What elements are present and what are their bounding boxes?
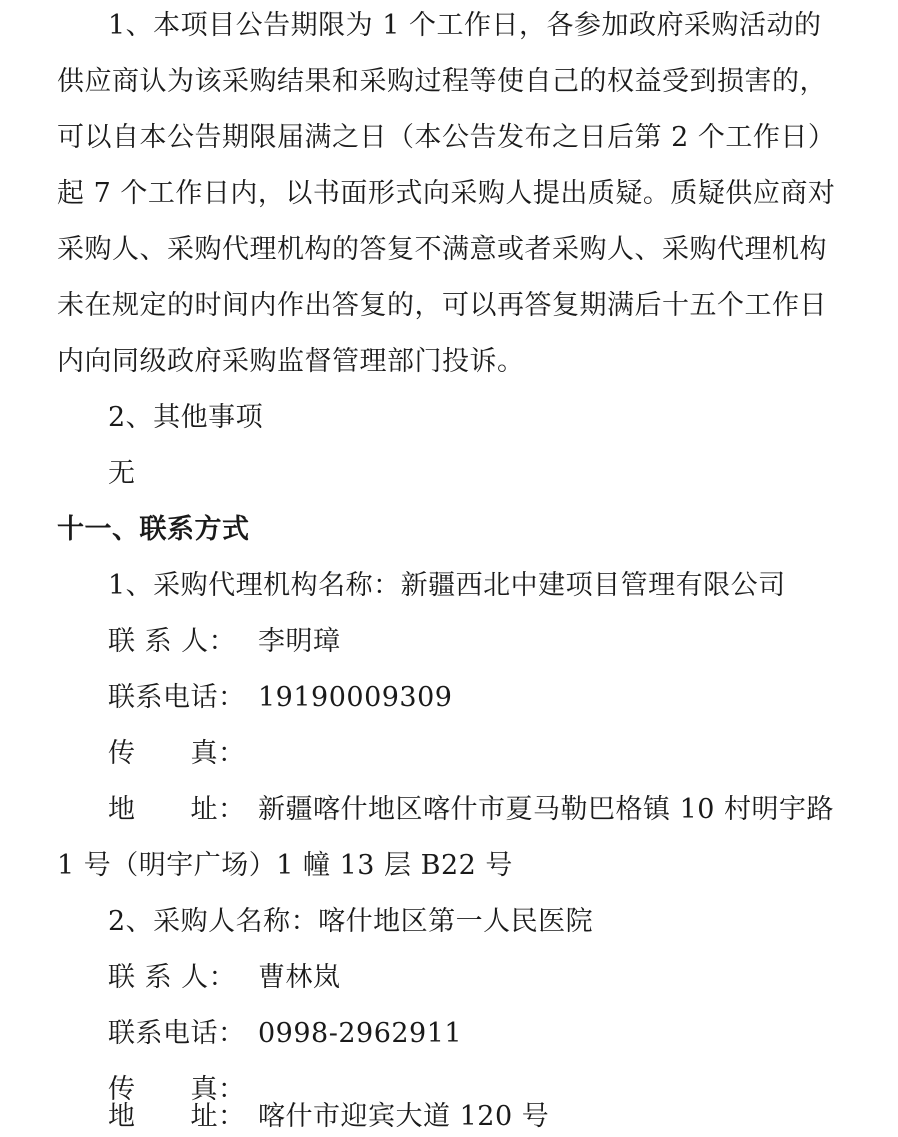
contact-label: 联 系 人： — [108, 626, 237, 657]
phone-value: 19190009309 — [258, 682, 453, 713]
paragraph-line: 起 7 个工作日内，以书面形式向采购人提出质疑。质疑供应商对 — [57, 178, 836, 209]
section-heading: 十一、联系方式 — [57, 514, 250, 545]
address-value: 新疆喀什地区喀什市夏马勒巴格镇 10 村明宇路 — [258, 794, 835, 825]
phone-label: 联系电话： — [108, 682, 246, 713]
paragraph-line: 内向同级政府采购监督管理部门投诉。 — [57, 346, 525, 377]
address-label: 地 址： — [108, 1101, 246, 1132]
agency-fax-row — [108, 737, 898, 771]
agency-contact-row — [108, 625, 898, 659]
paragraph-line: 供应商认为该采购结果和采购过程等使自己的权益受到损害的， — [57, 66, 827, 97]
phone-value: 0998-2962911 — [258, 1018, 463, 1049]
purchaser-phone-row — [108, 1017, 898, 1051]
paragraph-line: 1、本项目公告期限为 1 个工作日，各参加政府采购活动的 — [108, 10, 822, 41]
agency-phone-row — [108, 681, 898, 715]
fax-label: 传 真： — [108, 1074, 246, 1105]
fax-label: 传 真： — [108, 738, 246, 769]
agency-address-row — [108, 793, 898, 827]
phone-label: 联系电话： — [108, 1018, 246, 1049]
purchaser-contact-row — [108, 961, 898, 995]
purchaser-name: 2、采购人名称：喀什地区第一人民医院 — [108, 906, 594, 937]
item-value: 无 — [108, 458, 136, 489]
paragraph-line: 可以自本公告期限届满之日（本公告发布之日后第 2 个工作日） — [57, 122, 836, 153]
address-label: 地 址： — [108, 794, 246, 825]
address-value: 喀什市迎宾大道 120 号 — [258, 1101, 550, 1132]
contact-value: 曹林岚 — [258, 962, 341, 993]
agency-name: 1、采购代理机构名称：新疆西北中建项目管理有限公司 — [108, 570, 786, 601]
paragraph-line: 采购人、采购代理机构的答复不满意或者采购人、采购代理机构 — [57, 234, 827, 265]
contact-value: 李明璋 — [258, 626, 341, 657]
agency-address-continuation: 1 号（明宇广场）1 幢 13 层 B22 号 — [57, 850, 513, 881]
item-title: 2、其他事项 — [108, 402, 264, 433]
purchaser-address-row — [108, 1100, 898, 1134]
paragraph-line: 未在规定的时间内作出答复的，可以再答复期满后十五个工作日 — [57, 290, 827, 321]
contact-label: 联 系 人： — [108, 962, 237, 993]
